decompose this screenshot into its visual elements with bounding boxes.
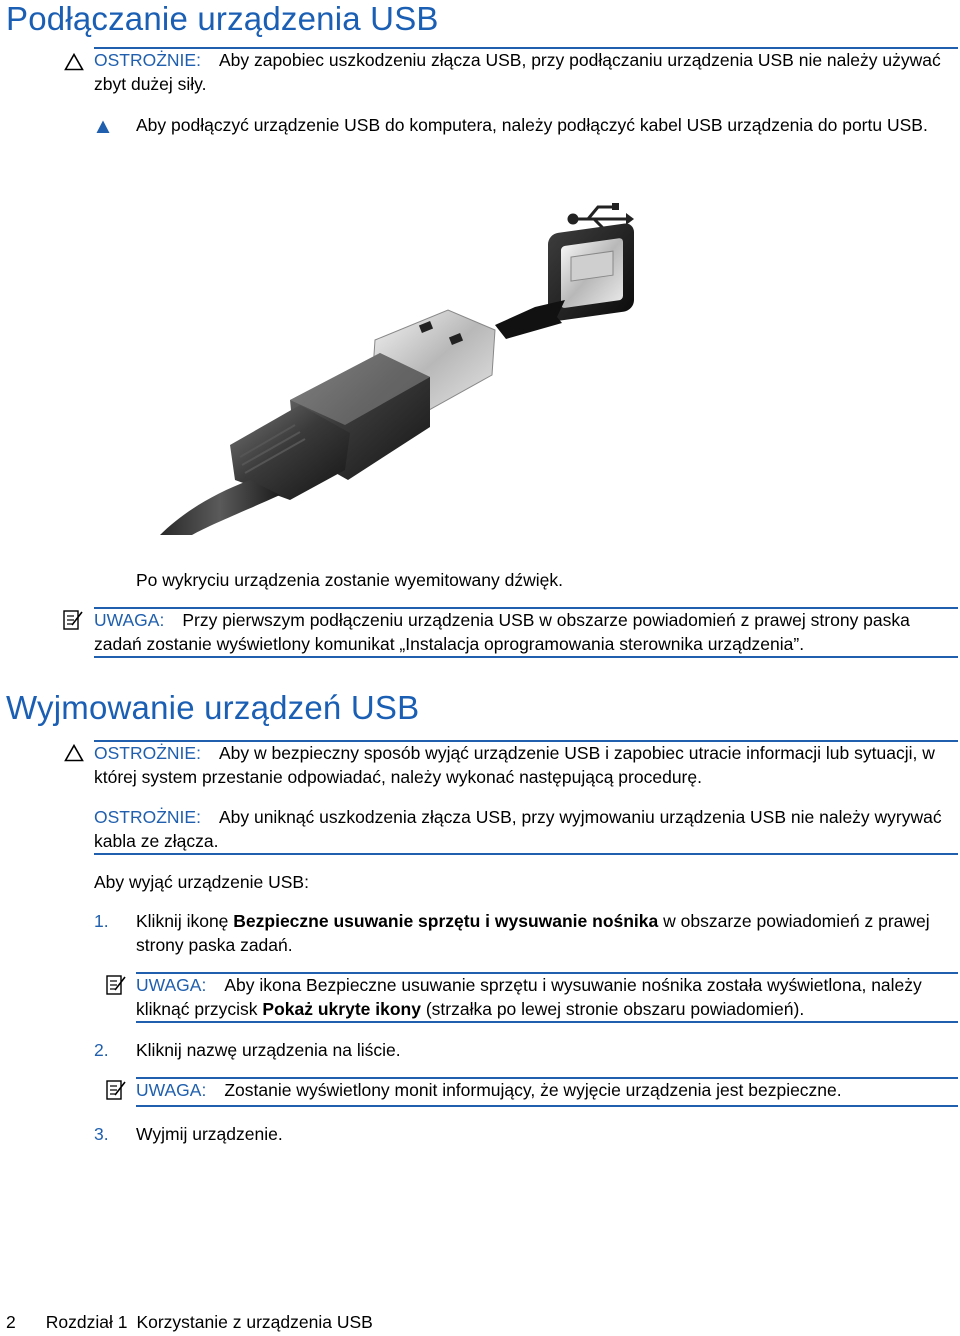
step-number: 1.: [94, 911, 109, 931]
chapter-title: Korzystanie z urządzenia USB: [136, 1312, 373, 1332]
step-text-pre: Kliknij ikonę: [136, 911, 234, 931]
caution-text: Aby w bezpieczny sposób wyjąć urządzenie USB i zapobiec utracie informacji lub sytuacji, w której system przestanie odpowiadać, należy wykonać następującą procedurę.: [94, 743, 935, 787]
note-block: [94, 609, 958, 656]
caution-icon: [64, 53, 84, 71]
note-text-bold: Pokaż ukryte ikony: [262, 998, 421, 1019]
usb-connector-illustration: [130, 195, 650, 535]
step-number: 3.: [94, 1124, 109, 1144]
step-text: Aby podłączyć urządzenie USB do komputera, należy podłączyć kabel USB urządzenia do portu USB.: [136, 115, 928, 135]
step-text-bold: Bezpieczne usuwanie sprzętu i wysuwanie nośnika: [233, 911, 659, 931]
note-icon: [62, 609, 84, 631]
caution-text: Aby zapobiec uszkodzeniu złącza USB, przy podłączaniu urządzenia USB nie należy używać zbyt dużej siły.: [94, 50, 941, 94]
footer: [6, 1311, 906, 1335]
note-text-pre: Aby ikona Bezpieczne usuwanie sprzętu i wysuwanie nośnika została wyświetlona, należy kliknąć przycisk: [136, 975, 922, 1019]
caution-block-1: [94, 742, 958, 789]
caution-label: OSTROŻNIE:: [94, 743, 201, 763]
after-figure-text: Po wykryciu urządzenia zostanie wyemitowany dźwięk.: [136, 570, 563, 590]
caution-text: Aby uniknąć uszkodzenia złącza USB, przy wyjmowaniu urządzenia USB nie należy wyrywać kabla ze złącza.: [94, 807, 942, 851]
note-text: Zostanie wyświetlony monit informujący, że wyjęcie urządzenia jest bezpieczne.: [224, 1080, 842, 1100]
step-triangle-icon: [96, 120, 110, 134]
procedure-intro: Aby wyjąć urządzenie USB:: [94, 872, 309, 892]
caution-block-2: [94, 806, 958, 853]
note-text-post: (strzałka po lewej stronie obszaru powiadomień).: [420, 998, 805, 1019]
step-1-text: [136, 910, 958, 957]
step-number: 2.: [94, 1040, 109, 1060]
insert-arrow-icon: [495, 300, 565, 339]
usb-plug-icon: [160, 310, 495, 535]
section-title: Wyjmowanie urządzeń USB: [6, 689, 420, 726]
caution-label: OSTROŻNIE:: [94, 807, 201, 827]
note-icon: [105, 1079, 127, 1101]
note-label: UWAGA:: [94, 610, 165, 630]
chapter-label: Rozdział 1: [45, 1312, 128, 1332]
step-3-text: Wyjmij urządzenie.: [136, 1124, 283, 1144]
caution-label: OSTROŻNIE:: [94, 50, 201, 70]
page-number: 2: [6, 1312, 16, 1332]
note-block-1: [136, 974, 958, 1021]
note-icon: [105, 974, 127, 996]
note-label: UWAGA:: [136, 975, 207, 995]
note-text: Przy pierwszym podłączeniu urządzenia USB w obszarze powiadomień z prawej strony paska zadań zostanie wyświetlony komunikat „Instalacja oprogramowania sterownika urządzenia”.: [94, 610, 910, 654]
step-text-post: w obszarze powiadomień z prawej strony paska zadań.: [136, 911, 930, 955]
page-title: Podłączanie urządzenia USB: [6, 0, 439, 37]
note-label: UWAGA:: [136, 1080, 207, 1100]
note-block-2: [136, 1079, 958, 1103]
caution-icon: [64, 744, 84, 762]
step-2-text: Kliknij nazwę urządzenia na liście.: [136, 1040, 401, 1060]
caution-block: [94, 49, 958, 96]
